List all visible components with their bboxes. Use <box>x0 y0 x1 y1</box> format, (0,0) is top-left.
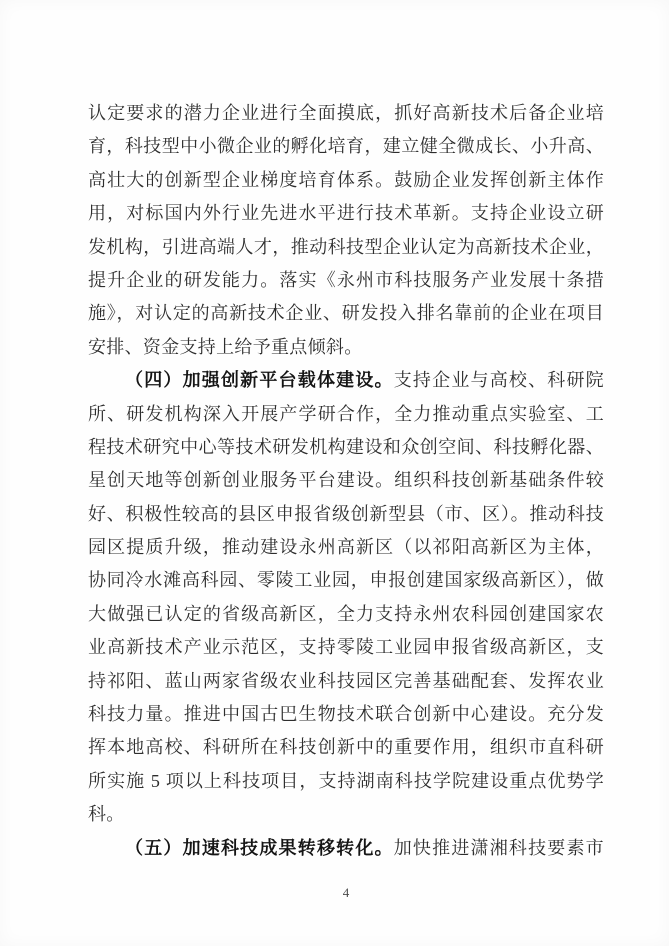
body-text: 挥本地高校、科研所在科技创新中的重要作用，组织市直科研 <box>88 737 604 758</box>
text-line <box>88 765 604 798</box>
text-line <box>88 464 604 497</box>
text-line <box>88 665 604 698</box>
text-line <box>88 264 604 297</box>
body-text: 安排、资金支持上给予重点倾斜。 <box>88 336 363 357</box>
body-text: 星创天地等创新创业服务平台建设。组织科技创新基础条件较 <box>88 470 604 491</box>
text-line <box>88 731 604 764</box>
text-line <box>88 832 604 865</box>
body-text: 用，对标国内外行业先进水平进行技术革新。支持企业设立研 <box>88 203 604 224</box>
body-text: 科。 <box>88 804 125 825</box>
text-line <box>88 331 604 364</box>
text-line <box>88 297 604 330</box>
body-text: 协同冷水滩高科园、零陵工业园，申报创建国家级高新区），做 <box>88 570 604 591</box>
text-line <box>88 531 604 564</box>
body-text: 施》，对认定的高新技术企业、研发投入排名靠前的企业在项目 <box>88 303 604 324</box>
text-line <box>88 698 604 731</box>
body-text: 所、研发机构深入开展产学研合作，全力推动重点实验室、工 <box>88 403 604 424</box>
text-line <box>88 498 604 531</box>
text-line <box>88 130 604 163</box>
body-text: 业高新技术产业示范区，支持零陵工业园申报省级高新区，支 <box>88 637 604 658</box>
body-text: 认定要求的潜力企业进行全面摸底，抓好高新技术后备企业培 <box>88 103 604 123</box>
text-line <box>88 798 604 831</box>
body-text: 大做强已认定的省级高新区，全力支持永州农科园创建国家农 <box>88 603 604 624</box>
document-body <box>88 97 604 865</box>
body-text: 高壮大的创新型企业梯度培育体系。鼓励企业发挥创新主体作 <box>88 169 604 190</box>
text-line <box>88 364 604 397</box>
body-text: 育，科技型中小微企业的孵化培育，建立健全微成长、小升高、 <box>88 136 604 157</box>
text-line <box>88 631 604 664</box>
body-text: 发机构，引进高端人才，推动科技型企业认定为高新技术企业， <box>88 236 604 257</box>
section-heading: （四）加强创新平台载体建设。 <box>125 370 394 391</box>
page-number: 4 <box>342 885 350 900</box>
body-text: 科技力量。推进中国古巴生物技术联合创新中心建设。充分发 <box>88 704 604 725</box>
text-line <box>88 398 604 431</box>
text-line <box>88 231 604 264</box>
body-text: 支持企业与高校、科研院 <box>393 370 604 391</box>
body-text: 所实施 5 项以上科技项目，支持湖南科技学院建设重点优势学 <box>88 770 604 791</box>
text-line <box>88 197 604 230</box>
text-line <box>88 97 604 130</box>
text-line <box>88 598 604 631</box>
body-text: 加快推进潇湘科技要素市 <box>393 837 604 858</box>
body-text: 程技术研究中心等技术研发机构建设和众创空间、科技孵化器、 <box>88 436 604 457</box>
text-line <box>88 431 604 464</box>
body-text: 好、积极性较高的县区申报省级创新型县（市、区）。推动科技 <box>88 503 604 524</box>
text-line <box>88 564 604 597</box>
body-text: 持祁阳、蓝山两家省级农业科技园区完善基础配套、发挥农业 <box>88 670 604 691</box>
body-text: 提升企业的研发能力。落实《永州市科技服务产业发展十条措 <box>88 269 604 290</box>
text-line <box>88 164 604 197</box>
body-text: 园区提质升级，推动建设永州高新区（以祁阳高新区为主体， <box>88 537 604 558</box>
section-heading: （五）加速科技成果转移转化。 <box>125 837 394 858</box>
